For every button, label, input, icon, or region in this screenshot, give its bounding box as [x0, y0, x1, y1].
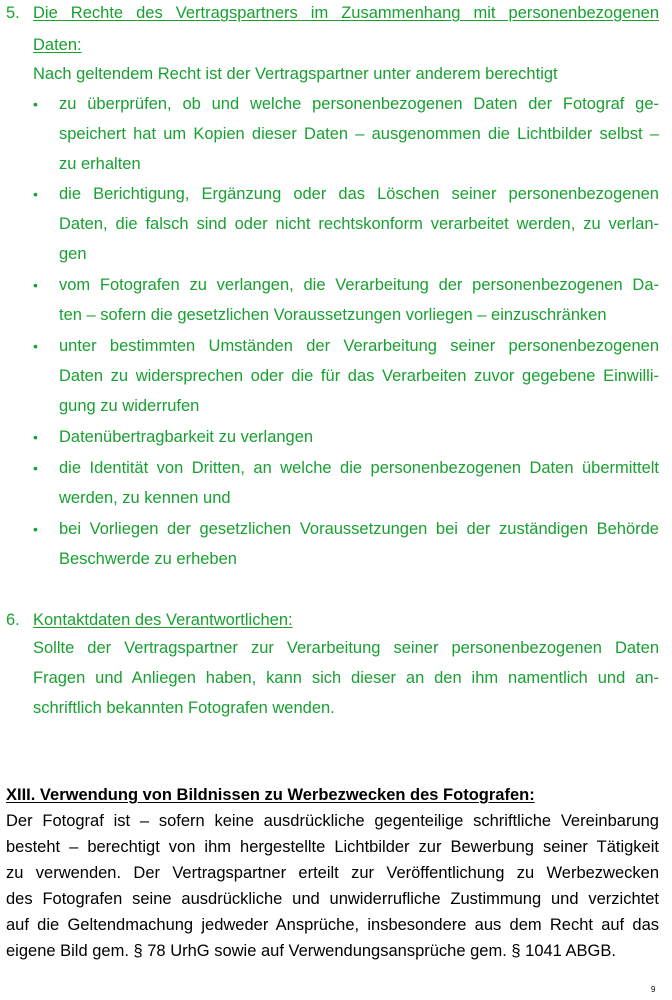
section13-line-2: besteht – berechtigt von ihm hergestellte Lichtbilder zur Bewerbung seiner Tätigkeit — [6, 838, 659, 856]
section13-line-3: zu verwenden. Der Vertragspartner erteilt zur Veröffentlichung zu Werbezwecken — [6, 864, 659, 882]
bullet-1-line-2: speichert hat um Kopien dieser Daten – ausgenommen die Lichtbilder selbst – — [59, 125, 659, 143]
page-number: 9 — [651, 985, 656, 994]
item5-intro: Nach geltendem Recht ist der Vertragspartner unter anderem berechtigt — [33, 65, 558, 83]
section13-line-4: des Fotografen seine ausdrückliche und unwiderrufliche Zustimmung und verzichtet — [6, 890, 659, 908]
bullet-6-line-1: die Identität von Dritten, an welche die personenbezogenen Daten übermittelt — [59, 459, 659, 477]
bullet-4-line-3: gung zu widerrufen — [59, 397, 200, 415]
bullet-6-line-2: werden, zu kennen und — [59, 489, 231, 507]
bullet-3-line-1: vom Fotografen zu verlangen, die Verarbeitung der personenbezogenen Da- — [59, 276, 659, 294]
item6-heading: Kontaktdaten des Verantwortlichen: — [33, 611, 293, 629]
item5-number: 5. — [6, 4, 20, 22]
section13-line-5: auf die Geltendmachung jedweder Ansprüche, insbesondere aus dem Recht auf das — [6, 916, 659, 934]
section13-line-6: eigene Bild gem. § 78 UrhG sowie auf Verwendungsansprüche gem. § 1041 ABGB. — [6, 942, 616, 960]
bullet-icon: • — [33, 186, 38, 202]
bullet-2-line-1: die Berichtigung, Ergänzung oder das Löschen seiner personenbezogenen — [59, 185, 659, 203]
bullet-4-line-1: unter bestimmten Umständen der Verarbeitung seiner personenbezogenen — [59, 337, 659, 355]
item6-line-1: Sollte der Vertragspartner zur Verarbeitung seiner personenbezogenen Daten — [33, 639, 659, 657]
bullet-icon: • — [33, 338, 38, 354]
item5-heading-line1: Die Rechte des Vertragspartners im Zusammenhang mit personenbezogenen — [33, 4, 659, 22]
bullet-icon: • — [33, 460, 38, 476]
item6-number: 6. — [6, 611, 20, 629]
bullet-3-line-2: ten – sofern die gesetzlichen Voraussetzungen vorliegen – einzuschränken — [59, 306, 607, 324]
bullet-1-line-3: zu erhalten — [59, 155, 141, 173]
bullet-icon: • — [33, 429, 38, 445]
item6-line-2: Fragen und Anliegen haben, kann sich dieser an den ihm namentlich und an- — [33, 669, 659, 687]
bullet-2-line-2: Daten, die falsch sind oder nicht rechtskonform verarbeitet werden, zu verlan- — [59, 215, 659, 233]
bullet-4-line-2: Daten zu widersprechen oder die für das Verarbeiten zuvor gegebene Einwilli- — [59, 367, 659, 385]
bullet-5-line-1: Datenübertragbarkeit zu verlangen — [59, 428, 314, 446]
item5-heading-line2: Daten: — [33, 36, 82, 54]
bullet-2-line-3: gen — [59, 245, 87, 263]
bullet-1-line-1: zu überprüfen, ob und welche personenbezogenen Daten der Fotograf ge- — [59, 95, 659, 113]
bullet-7-line-2: Beschwerde zu erheben — [59, 550, 237, 568]
section13-line-1: Der Fotograf ist – sofern keine ausdrückliche gegenteilige schriftliche Vereinbarung — [6, 812, 659, 830]
bullet-7-line-1: bei Vorliegen der gesetzlichen Voraussetzungen bei der zuständigen Behörde — [59, 520, 659, 538]
section13-heading: XIII. Verwendung von Bildnissen zu Werbezwecken des Fotografen: — [6, 786, 535, 804]
bullet-icon: • — [33, 277, 38, 293]
item6-line-3: schriftlich bekannten Fotografen wenden. — [33, 699, 335, 717]
bullet-icon: • — [33, 96, 38, 112]
bullet-icon: • — [33, 521, 38, 537]
